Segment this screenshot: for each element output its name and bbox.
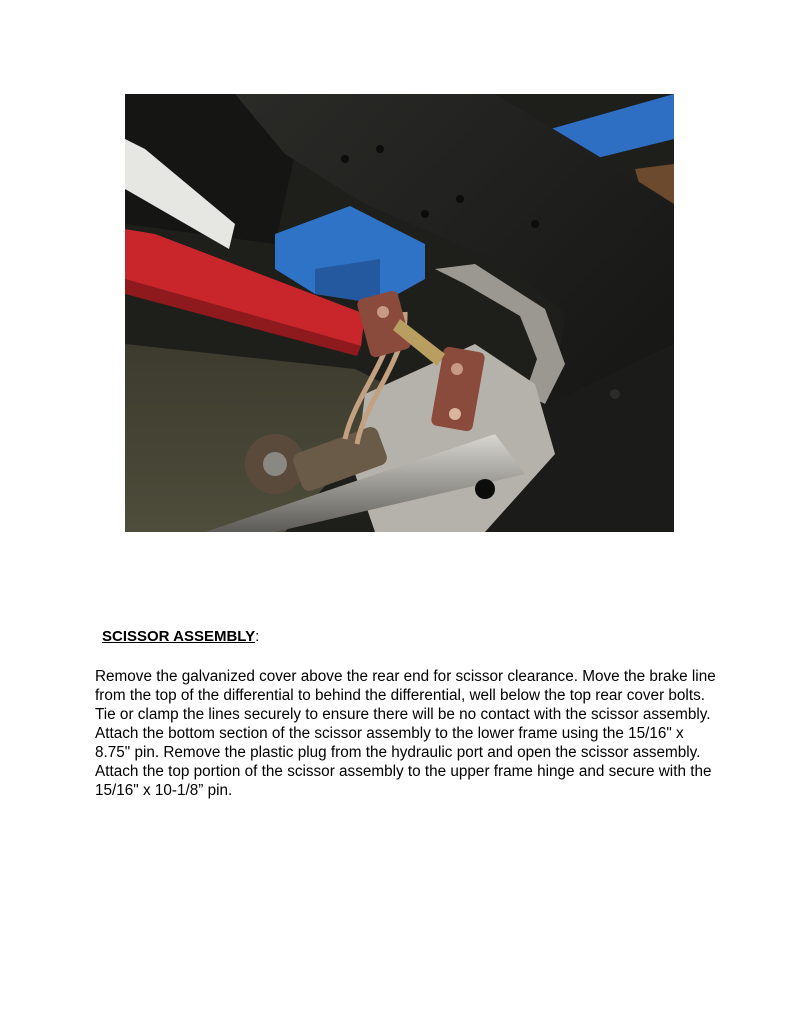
instruction-paragraph: Remove the galvanized cover above the rear end for scissor clearance. Move the brake line from the top of the differential to behind the differential, well below the top rear cover bolts. Tie or clamp the lines securely to ensure there will be no contact with the scissor assembly. Attach the bottom section of the scissor assembly to the lower frame using the 15/16" x 8.75" pin. Remove the plastic plug from the hydraulic port and open the scissor assembly. Attach the top portion of the scissor assembly to the upper frame hinge and secure with the 15/16" x 10-1/8” pin. (95, 668, 716, 799)
scissor-assembly-photo (125, 94, 674, 532)
section-heading (102, 628, 259, 646)
section-title: SCISSOR ASSEMBLY (102, 628, 256, 645)
bolt (341, 155, 349, 163)
bolt (421, 210, 429, 218)
frame-hole (475, 479, 495, 499)
bolt (610, 389, 620, 399)
bolt (456, 195, 464, 203)
bolt (531, 220, 539, 228)
bolt (376, 145, 384, 153)
photo-illustration (125, 94, 674, 532)
section-title-colon: : (255, 628, 260, 645)
